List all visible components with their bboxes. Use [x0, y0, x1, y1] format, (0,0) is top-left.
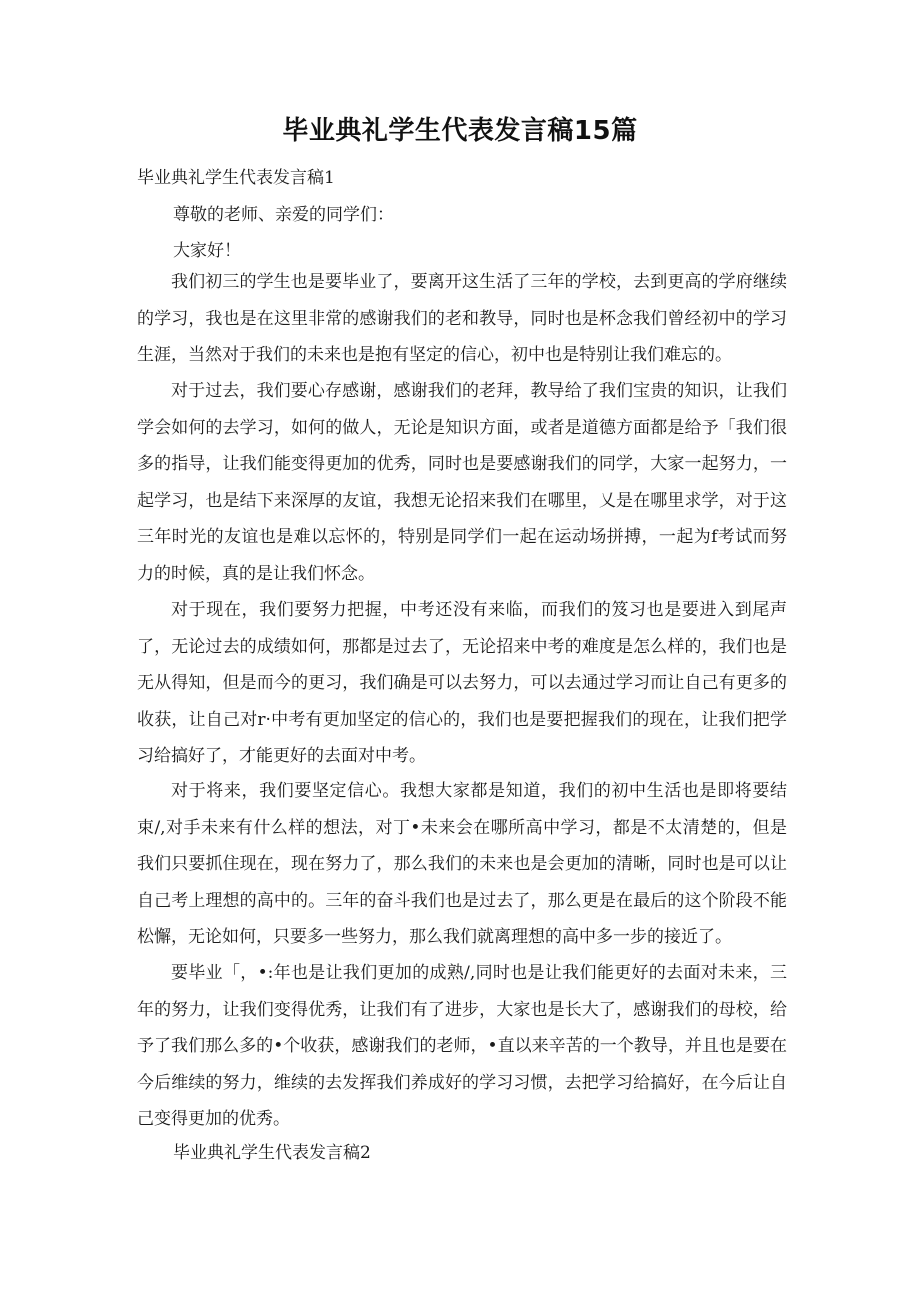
document-title: 毕业典礼学生代表发言稿15篇 [282, 116, 638, 146]
salutation: 尊敬的老师、亲爱的同学们： [173, 205, 394, 225]
paragraph-1: 我们初三的学生也是要毕业了，要离开这生活了三年的学校，去到更高的学府继续的学习，我也是在这里非常的感谢我们的老和教导，同时也是杯念我们曾经初中的学习生涯，当然对于我们的未来也是抱有坚定的信心，初中也是特别让我们难忘的。 [137, 272, 787, 365]
paragraph-5: 要毕业「，•:年也是让我们更加的成熟/,同时也是让我们能更好的去面对未来，三年的努力，让我们变得优秀，让我们有了进步，大家也是长大了，感谢我们的母校，给予了我们那么多的•个收获，感谢我们的老师，•直以来辛苦的一个教导，并且也是要在今后维续的努力，维续的去发挥我们养成好的学习习惯，去把学习给搞好，在今后让自己变得更加的优秀。 [137, 963, 787, 1129]
section-heading-1: 毕业典礼学生代表发言稿1 [137, 168, 335, 188]
paragraph-2: 对于过去，我们要心存感谢，感谢我们的老拜，教导给了我们宝贵的知识，让我们学会如何的去学习，如何的做人，无论是知识方面，或者是道德方面都是给予「我们很多的指导，让我们能变得更加的优秀，同时也是要感谢我们的同学，大家一起努力，一起学习，也是结下来深厚的友谊，我想无论招来我们在哪里，乂是在哪里求学，对于这三年时光的友谊也是难以忘怀的，特别是同学们一起在运动场拼搏，一起为f考试而努力的时候，真的是让我们怀念。 [137, 381, 787, 584]
paragraph-4: 对于将来，我们要坚定信心。我想大家都是知道，我们的初中生活也是即将要结束/,对手未来有什么样的想法，对丁•未来会在哪所高中学习，都是不太清楚的，但是我们只要抓住现在，现在努力了，那么我们的未来也是会更加的清晰，同时也是可以让自己考上理想的高中的。三年的奋斗我们也是过去了，那么更是在最后的这个阶段不能松懈，无论如何，只要多一些努力，那么我们就离理想的高中多一步的接近了。 [137, 781, 787, 947]
section-heading-2: 毕业典礼学生代表发言稿2 [173, 1143, 371, 1163]
greeting: 大家好！ [173, 241, 241, 261]
paragraph-3: 对于现在，我们要努力把握，中考还没有来临，而我们的笈习也是要进入到尾声了，无论过去的成绩如何，那都是过去了，无论招来中考的难度是怎么样的，我们也是无从得知，但是而今的更习，我们确是可以去努力，可以去通过学习而让自己有更多的收获，让自己对r·中考有更加坚定的信心的，我们也是要把握我们的现在，让我们把学习给搞好了，才能更好的去面对中考。 [137, 600, 787, 766]
